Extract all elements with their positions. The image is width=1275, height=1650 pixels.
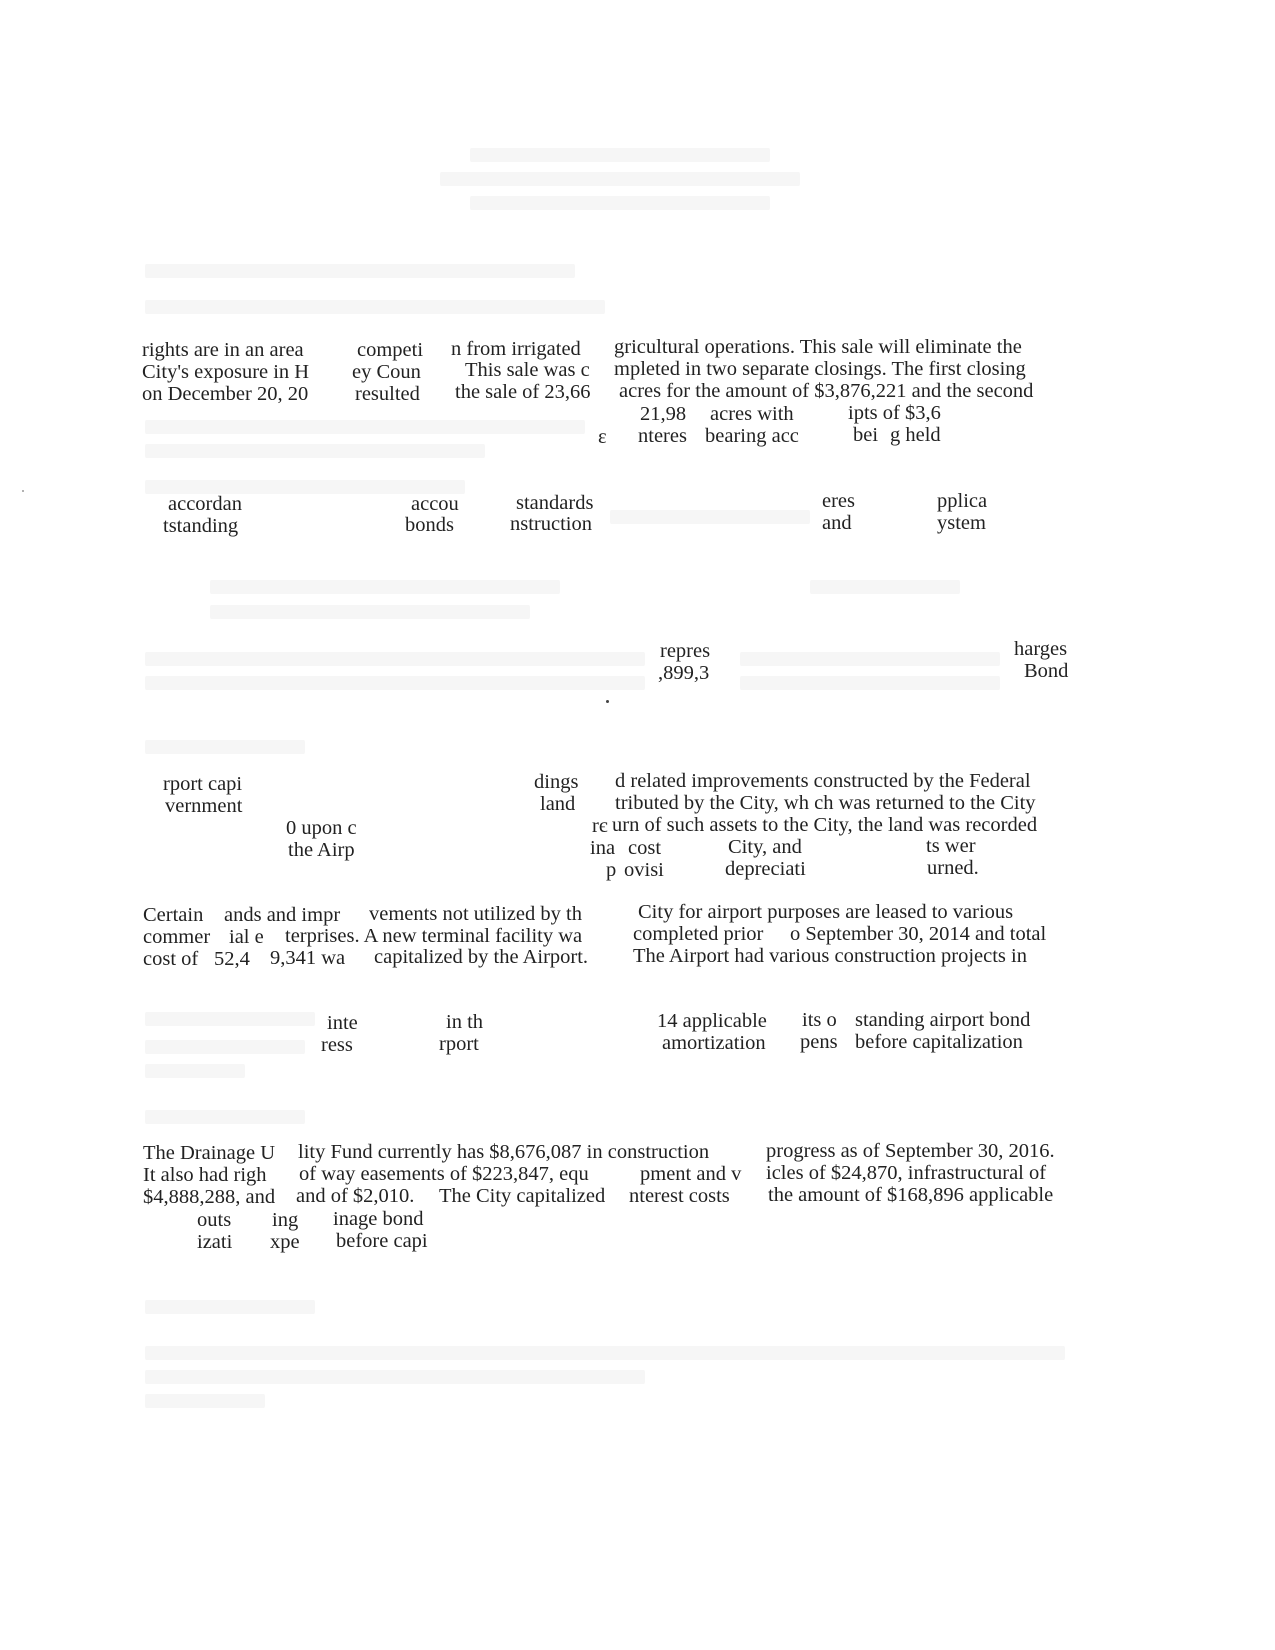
text-fragment: ovisi <box>624 859 664 881</box>
text-fragment: urned. <box>927 857 979 879</box>
text-fragment: land <box>540 793 576 815</box>
text-fragment: ipts of $3,6 <box>848 402 941 424</box>
faint-text-line <box>145 1012 315 1026</box>
text-fragment: the Airp <box>288 839 355 861</box>
text-fragment: The Airport had various construction projects in <box>633 945 1027 967</box>
text-fragment: tributed by the City, wh ch was returned to the City <box>615 792 1036 814</box>
text-fragment: before capi <box>336 1230 428 1252</box>
text-fragment: pens <box>800 1031 838 1053</box>
text-fragment: acres for the amount of $3,876,221 and the second <box>619 380 1034 402</box>
faint-text-line <box>810 580 960 594</box>
text-fragment: bei <box>853 424 879 446</box>
text-fragment: capitalized by the Airport. <box>374 946 589 968</box>
faint-section-heading <box>145 1300 315 1314</box>
text-fragment: nterest costs <box>629 1185 730 1207</box>
faint-text-line <box>145 1394 265 1408</box>
text-fragment: rport capi <box>163 773 243 795</box>
text-fragment: resulted <box>355 383 420 405</box>
text-fragment: ε <box>598 426 607 448</box>
text-fragment: commer <box>143 926 211 948</box>
text-fragment: before capitalization <box>855 1031 1023 1053</box>
text-fragment: tstanding <box>163 515 239 537</box>
text-fragment: standards <box>516 492 594 514</box>
faint-text-line <box>210 605 530 619</box>
scan-speck <box>22 490 24 492</box>
faint-text-line <box>740 676 1000 690</box>
faint-text-line <box>145 1064 245 1078</box>
text-fragment: rє <box>592 815 608 837</box>
faint-text-line <box>145 420 585 434</box>
text-fragment: p <box>606 859 617 881</box>
text-fragment: ress <box>321 1034 353 1056</box>
text-fragment: d related improvements constructed by the Federal <box>615 770 1031 792</box>
text-fragment: icles of $24,870, infrastructural of <box>766 1162 1047 1184</box>
text-fragment: gricultural operations. This sale will eliminate the <box>614 336 1022 358</box>
stray-period <box>606 700 609 703</box>
text-fragment: bonds <box>405 514 454 536</box>
text-fragment: cost of <box>143 948 199 970</box>
text-fragment: and <box>822 512 852 534</box>
text-fragment: ial e <box>229 926 264 948</box>
text-fragment: repres <box>660 640 711 662</box>
text-fragment: rights are in an area <box>142 339 304 361</box>
text-fragment: $4,888,288, and <box>143 1186 276 1208</box>
faint-text-line <box>210 580 560 594</box>
text-fragment: the sale of 23,66 <box>455 381 591 403</box>
text-fragment: n from irrigated <box>451 338 581 360</box>
faint-text-line <box>145 1346 1065 1360</box>
text-fragment: It also had righ <box>143 1164 267 1186</box>
text-fragment: o September 30, 2014 and total <box>790 923 1047 945</box>
text-fragment: izati <box>197 1231 233 1253</box>
text-fragment: g held <box>890 424 941 446</box>
text-fragment: mpleted in two separate closings. The first closing <box>614 358 1026 380</box>
text-fragment: 14 applicable <box>657 1010 767 1032</box>
text-fragment: inte <box>327 1012 358 1034</box>
text-fragment: ts wer <box>926 835 976 857</box>
text-fragment: The Drainage U <box>143 1142 276 1164</box>
faint-section-heading <box>145 1110 305 1124</box>
text-fragment: City for airport purposes are leased to various <box>638 901 1014 923</box>
text-fragment: bearing acc <box>705 425 799 447</box>
faint-section-heading <box>145 480 465 494</box>
text-fragment: 21,98 <box>640 403 687 425</box>
text-fragment: inage bond <box>333 1208 424 1230</box>
text-fragment: accordan <box>168 493 242 515</box>
text-fragment: depreciati <box>725 858 806 880</box>
text-fragment: City's exposure in H <box>142 361 310 383</box>
faint-text-line <box>145 676 645 690</box>
faint-text-line <box>145 1370 645 1384</box>
faint-section-heading <box>145 740 305 754</box>
faint-text-line <box>740 652 1000 666</box>
text-fragment: nstruction <box>510 513 592 535</box>
faint-text-line <box>610 510 810 524</box>
text-fragment: harges <box>1014 638 1068 660</box>
text-fragment: Certain <box>143 904 204 926</box>
faint-section-heading <box>145 264 575 278</box>
text-fragment: on December 20, 20 <box>142 383 309 405</box>
text-fragment: rport <box>439 1033 479 1055</box>
text-fragment: completed prior <box>633 923 764 945</box>
text-fragment: amortization <box>662 1032 766 1054</box>
text-fragment: vernment <box>165 795 243 817</box>
text-fragment: The City capitalized <box>439 1185 606 1207</box>
text-fragment: urn of such assets to the City, the land was recorded <box>612 814 1038 836</box>
text-fragment: pment and v <box>640 1163 742 1185</box>
text-fragment: lity Fund currently has $8,676,087 in construction <box>298 1141 710 1163</box>
text-fragment: competi <box>357 339 424 361</box>
text-fragment: progress as of September 30, 2016. <box>766 1140 1055 1162</box>
text-fragment: ina <box>590 837 616 859</box>
text-fragment: ey Coun <box>352 361 421 383</box>
text-fragment: accou <box>411 493 459 515</box>
text-fragment: 9,341 wa <box>270 947 346 969</box>
text-fragment: Bond <box>1024 660 1069 682</box>
text-fragment: nteres <box>638 425 687 447</box>
text-fragment: City, and <box>728 836 802 858</box>
faint-header-line <box>470 196 770 210</box>
text-fragment: pplica <box>937 490 988 512</box>
text-fragment: cost <box>628 837 662 859</box>
text-fragment: the amount of $168,896 applicable <box>768 1184 1054 1206</box>
faint-text-line <box>145 652 645 666</box>
text-fragment: vements not utilized by th <box>369 903 582 925</box>
text-fragment: xpe <box>270 1231 300 1253</box>
text-fragment: This sale was c <box>465 359 590 381</box>
text-fragment: acres with <box>710 403 794 425</box>
text-fragment: dings <box>534 771 579 793</box>
text-fragment: eres <box>822 490 856 512</box>
text-fragment: ystem <box>937 512 986 534</box>
faint-header-line <box>440 172 800 186</box>
faint-text-line <box>145 300 605 314</box>
faint-text-line <box>145 444 485 458</box>
text-fragment: in th <box>446 1011 484 1033</box>
text-fragment: 52,4 <box>214 948 250 970</box>
text-fragment: ands and impr <box>224 904 341 926</box>
text-fragment: ing <box>272 1209 299 1231</box>
text-fragment: and of $2,010. <box>296 1185 415 1207</box>
text-fragment: of way easements of $223,847, equ <box>299 1163 589 1185</box>
text-fragment: outs <box>197 1209 232 1231</box>
faint-header-line <box>470 148 770 162</box>
text-fragment: ,899,3 <box>658 662 710 684</box>
text-fragment: its o <box>802 1009 837 1031</box>
text-fragment: 0 upon c <box>286 817 357 839</box>
text-fragment: standing airport bond <box>855 1009 1031 1031</box>
text-fragment: terprises. A new terminal facility wa <box>285 925 583 947</box>
faint-text-line <box>145 1040 305 1054</box>
